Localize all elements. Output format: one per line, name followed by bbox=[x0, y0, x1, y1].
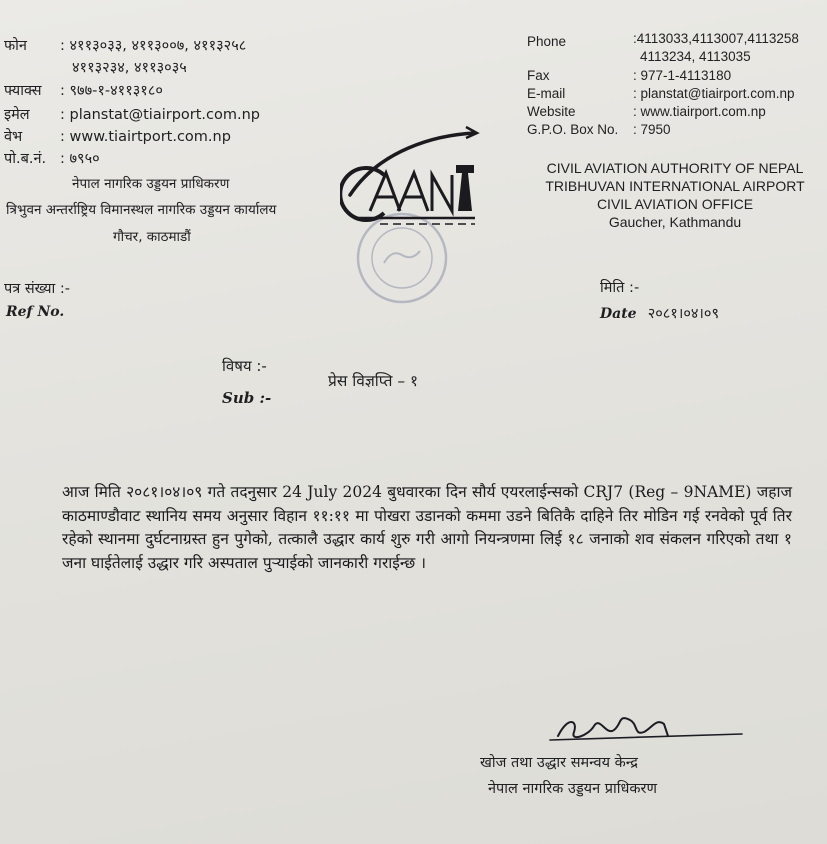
email-value-en: : planstat@tiairport.com.np bbox=[633, 86, 795, 101]
phone-value-en-2: 4113234, 4113035 bbox=[640, 49, 751, 64]
web-row-np bbox=[4, 126, 231, 146]
patra-sankhya-label: पत्र संख्या :- bbox=[4, 281, 71, 297]
org-name-en-3: CIVIL AVIATION OFFICE bbox=[596, 196, 754, 212]
fax-label-en: Fax bbox=[527, 68, 550, 83]
miti-label: मिति :- bbox=[600, 280, 640, 296]
signatory-line-1: खोज तथा उद्धार समन्वय केन्द्र bbox=[480, 755, 638, 771]
date-value: २०८१।०४।०९ bbox=[647, 306, 719, 322]
email-label-en: E-mail bbox=[527, 86, 566, 101]
po-row-np bbox=[4, 148, 100, 168]
sub-label: Sub :- bbox=[222, 389, 272, 407]
date-label: Date bbox=[600, 306, 637, 322]
caan-logo bbox=[340, 125, 490, 325]
email-row-np bbox=[4, 104, 260, 124]
seal-stamp bbox=[358, 214, 446, 302]
web-value-np: : www.tiairtport.com.np bbox=[60, 129, 231, 145]
po-value-np: : ७९५० bbox=[60, 151, 100, 167]
phone-row-np bbox=[4, 35, 246, 55]
website-label-en: Website bbox=[527, 104, 576, 119]
org-name-en-4: Gaucher, Kathmandu bbox=[608, 214, 742, 230]
org-name-np-1: नेपाल नागरिक उड्डयन प्राधिकरण bbox=[72, 176, 230, 192]
subject-text: प्रेस विज्ञप्ति – १ bbox=[328, 372, 419, 390]
org-name-en-1: CIVIL AVIATION AUTHORITY OF NEPAL bbox=[546, 160, 804, 176]
fax-value-np: : ९७७-१-४११३१८० bbox=[60, 83, 163, 99]
org-name-np-3: गौचर, काठमाडौं bbox=[113, 229, 191, 245]
bishaya-label: विषय :- bbox=[222, 357, 267, 375]
ref-no-label: Ref No. bbox=[6, 304, 65, 320]
signatory-line-2: नेपाल नागरिक उड्डयन प्राधिकरण bbox=[488, 781, 657, 797]
website-value-en: : www.tiairport.com.np bbox=[633, 104, 766, 119]
phone-value-np: : ४११३०३३, ४११३००७, ४११३२५८ bbox=[60, 38, 247, 54]
email-value-np: : planstat@tiairport.com.np bbox=[60, 107, 261, 123]
org-name-np-2: त्रिभुवन अन्तर्राष्ट्रिय विमानस्थल नागरिक उड्डयन कार्यालय bbox=[6, 202, 277, 218]
phone-label-np: फोन bbox=[4, 38, 27, 54]
org-name-en-2: TRIBHUVAN INTERNATIONAL AIRPORT bbox=[545, 178, 805, 194]
po-value-en: : 7950 bbox=[633, 122, 671, 137]
fax-row-np bbox=[4, 80, 163, 100]
handwritten-signature bbox=[548, 706, 748, 748]
phone-label-en: Phone bbox=[527, 34, 567, 49]
web-label-np: वेभ bbox=[4, 129, 23, 145]
body-paragraph: आज मिति २०८१।०४।०९ गते तदनुसार 24 July 2024 बुधवारका दिन सौर्य एयरलाईन्सको CRJ7 (Reg – 9NAME) जहाज काठमाण्डौवाट स्थानिय समय अनुसार विहान ११:११ मा पोखरा उडानको कममा उडने बितिकै दाहिने तिर मोडिन गई रनवेको पूर्व तिर रहेको स्थानमा दुर्घटनाग्रस्त हुन पुगेको, तत्कालै उद्धार कार्य शुरु गरी आगो नियन्त्रणमा लिई १८ जनाको शव संकलन गरिएको तथा १ जना घाईतेलाई उद्धार गरि अस्पताल पुऱ्याईको जानकारी गराईन्छ । bbox=[62, 483, 792, 572]
email-label-np: इमेल bbox=[4, 107, 30, 123]
fax-label-np: फ्याक्स bbox=[4, 83, 42, 99]
fax-value-en: : 977-1-4113180 bbox=[633, 68, 732, 83]
date-row bbox=[600, 303, 719, 323]
phone-value-np-2: ४११३२३४, ४११३०३५ bbox=[72, 60, 187, 76]
phone-value-en: :4113033,4113007,4113258 bbox=[633, 31, 799, 46]
po-label-np: पो.ब.नं. bbox=[4, 151, 47, 167]
po-label-en: G.P.O. Box No. bbox=[527, 122, 619, 137]
